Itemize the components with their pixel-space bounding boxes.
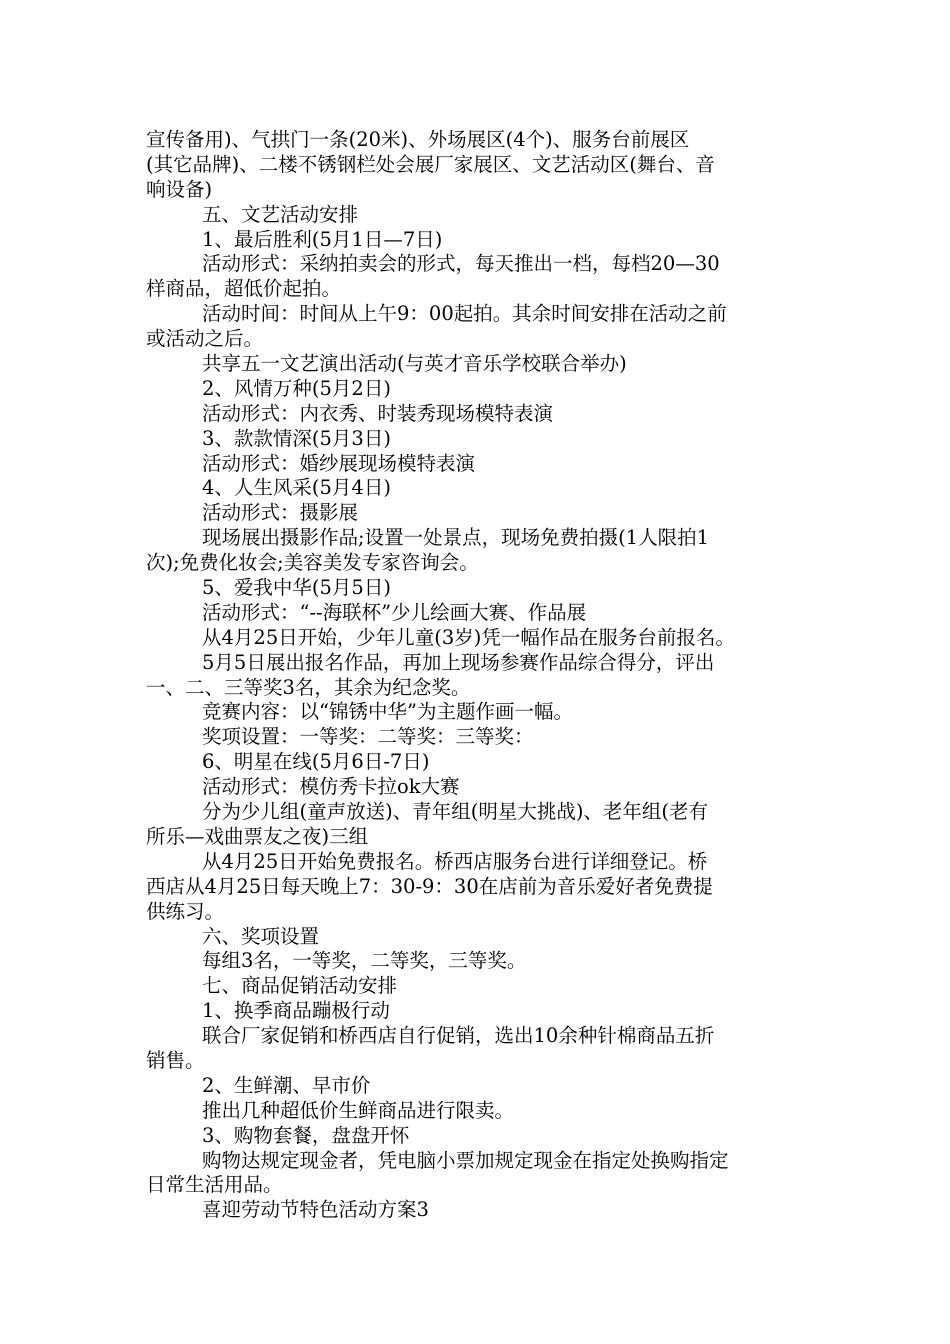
text-line: 1、最后胜利(5月1日—7日) <box>202 227 443 251</box>
text-line: 活动形式：采纳拍卖会的形式，每天推出一档，每档20—30 <box>202 252 720 276</box>
text-line: 3、购物套餐，盘盘开怀 <box>202 1123 410 1147</box>
text-line: 活动形式：婚纱展现场模特表演 <box>202 451 476 475</box>
text-line: 从4月25日开始，少年儿童(3岁)凭一幅作品在服务台前报名。 <box>202 625 735 649</box>
text-line: 销售。 <box>146 1048 205 1072</box>
text-line: 活动形式：模仿秀卡拉ok大赛 <box>202 775 460 799</box>
text-line: 5、爱我中华(5月5日) <box>202 576 391 600</box>
text-line: 所乐—戏曲票友之夜)三组 <box>146 824 369 848</box>
text-line: 日常生活用品。 <box>146 1173 283 1197</box>
text-line: 活动形式：内衣秀、时装秀现场模特表演 <box>202 401 554 425</box>
text-line: 2、生鲜潮、早市价 <box>202 1073 371 1097</box>
text-line: 从4月25日开始免费报名。桥西店服务台进行详细登记。桥 <box>202 849 708 873</box>
text-line: 竞赛内容：以“锦锈中华”为主题作画一幅。 <box>202 700 573 724</box>
text-line: 分为少儿组(童声放送)、青年组(明星大挑战)、老年组(老有 <box>202 800 709 824</box>
text-line: 3、款款情深(5月3日) <box>202 426 391 450</box>
text-line: 六、奖项设置 <box>202 924 320 948</box>
text-line: 样商品，超低价起拍。 <box>146 277 342 301</box>
text-line: 推出几种超低价生鲜商品进行限卖。 <box>202 1098 515 1122</box>
text-line: 宣传备用)、气拱门一条(20米)、外场展区(4个)、服务台前展区 <box>146 128 690 151</box>
text-line: 5月5日展出报名作品，再加上现场参赛作品综合得分，评出 <box>202 650 715 674</box>
text-line: (其它品牌)、二楼不锈钢栏处会展厂家展区、文艺活动区(舞台、音 <box>146 152 715 176</box>
text-line: 6、明星在线(5月6日-7日) <box>202 750 430 774</box>
text-line: 现场展出摄影作品;设置一处景点，现场免费拍摄(1人限拍1 <box>202 526 709 550</box>
text-line: 响设备) <box>146 177 213 201</box>
text-line: 购物达规定现金者，凭电脑小票加规定现金在指定处换购指定 <box>202 1148 729 1172</box>
text-line: 西店从4月25日每天晚上7：30-9：30在店前为音乐爱好者免费提 <box>146 874 713 898</box>
text-line: 联合厂家促销和桥西店自行促销，选出10余种针棉商品五折 <box>202 1024 715 1048</box>
text-line: 奖项设置：一等奖：二等奖：三等奖： <box>202 725 534 749</box>
text-line: 或活动之后。 <box>146 327 264 351</box>
text-line: 活动时间：时间从上午9：00起拍。其余时间安排在活动之前 <box>202 302 727 326</box>
text-line: 次);免费化妆会;美容美发专家咨询会。 <box>146 551 479 575</box>
text-line: 五、文艺活动安排 <box>202 202 359 226</box>
text-line: 喜迎劳动节特色活动方案3 <box>202 1198 429 1222</box>
text-line: 共享五一文艺演出活动(与英才音乐学校联合举办) <box>202 352 627 376</box>
text-line: 每组3名，一等奖，二等奖，三等奖。 <box>202 949 527 973</box>
document-page <box>146 128 806 1223</box>
text-line: 活动形式：摄影展 <box>202 501 359 525</box>
text-line: 七、商品促销活动安排 <box>202 974 398 998</box>
text-line: 供练习。 <box>146 899 225 923</box>
text-line: 一、二、三等奖3名，其余为纪念奖。 <box>146 675 471 699</box>
text-line: 1、换季商品蹦极行动 <box>202 999 390 1023</box>
text-line: 2、风情万种(5月2日) <box>202 376 391 400</box>
text-line: 4、人生风采(5月4日) <box>202 476 391 500</box>
text-line: 活动形式：“--海联杯”少儿绘画大赛、作品展 <box>202 600 587 624</box>
